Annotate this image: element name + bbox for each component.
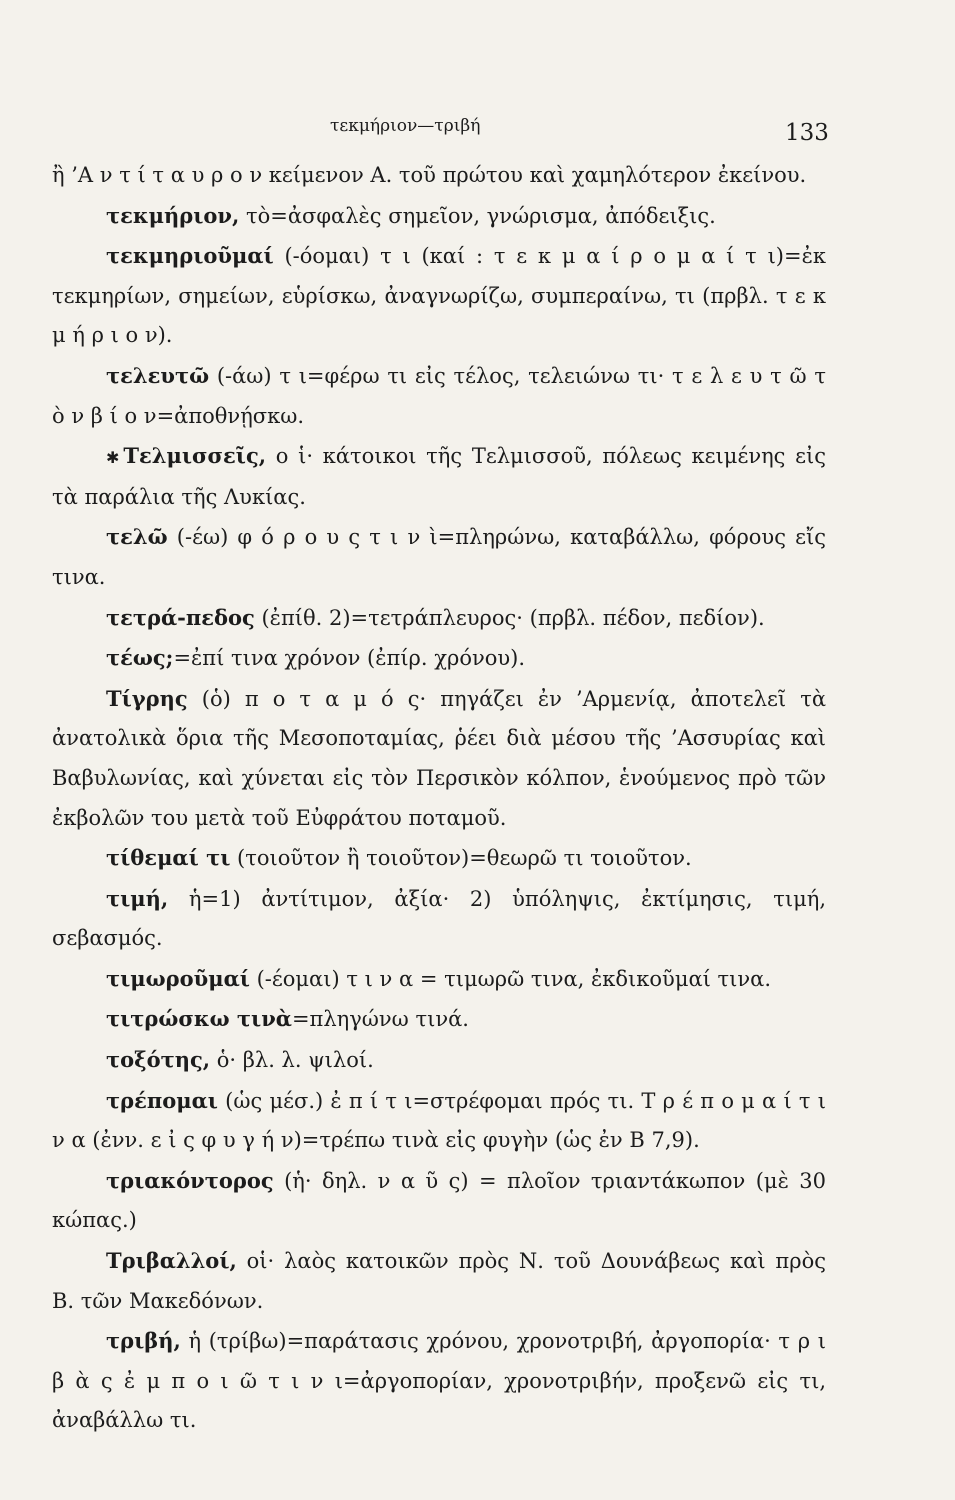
entry-text: (-έομαι) τ ι ν α = τιμωρῶ τινα, ἐκδικοῦμαί τινα. (249, 966, 772, 991)
entry-triakontoros (52, 1161, 826, 1241)
margin-mark: ✱ (106, 448, 120, 468)
entry-text: (τοιοῦτον ἢ τοιοῦτον)=θεωρῶ τι τοιοῦτον. (230, 846, 692, 871)
entry-headword: τοξότης, (106, 1047, 211, 1073)
entry-toxotes (52, 1040, 826, 1081)
entry-text: ὁ· βλ. λ. ψιλοί. (210, 1048, 374, 1073)
page-number: 133 (785, 120, 829, 146)
entry-text: =πληγώνω τινά. (291, 1007, 469, 1032)
entry-text: ο ἱ· κάτοικοι τῆς Τελμισσοῦ, πόλεως κειμένης εἰς τὰ παράλια τῆς Λυκίας. (52, 444, 826, 509)
entry-triballoi (52, 1241, 826, 1321)
entry-text: (ἐπίθ. 2)=τετράπλευρος· (πρβλ. πέδον, πεδίον). (254, 605, 765, 630)
entry-telo (52, 517, 826, 597)
entry-text: τὸ=ἀσφαλὲς σημεῖον, γνώρισμα, ἀπόδειξις. (239, 203, 716, 228)
entry-headword: Τελμισσεῖς, (123, 443, 267, 469)
entry-headword: τριακόντορος (106, 1167, 274, 1193)
running-title: τεκμήριον—τριβή (330, 116, 481, 136)
running-header (0, 116, 955, 146)
entry-titrosko (52, 999, 826, 1040)
entry-headword: Τίγρης (106, 685, 188, 711)
entry-headword: τελευτῶ (106, 362, 210, 388)
entry-headword: τεκμήριον, (106, 202, 240, 228)
entry-text: (-άω) τ ι=φέρω τι εἰς τέλος, τελειώνω τι· τ ε λ ε υ τ ῶ τ ὸ ν β ί ο ν=ἀποθνῄσκω. (52, 363, 826, 428)
entry-headword: τίθεμαί τι (106, 845, 231, 871)
entry-headword: τιτρώσκω τινὰ (106, 1006, 292, 1032)
entry-teos (52, 638, 826, 679)
entry-tetrapedos (52, 598, 826, 639)
entry-headword: τετρά-πεδος (106, 604, 255, 630)
entry-teleuto (52, 356, 826, 436)
entry-text: (ὁ) π ο τ α μ ό ς· πηγάζει ἐν ’Αρμενίᾳ, ἀποτελεῖ τὰ ἀνατολικὰ ὅρια τῆς Μεσοποταμίας, ῥέει διὰ μέσου τῆς ’Ασσυρίας καὶ Βαβυλωνίας, καὶ χύνεται εἰς τὸν Περσικὸν κόλπον, ἑνούμενος πρὸ τῶν ἐκβολῶν του μετὰ τοῦ Εὐφράτου ποταμοῦ. (52, 686, 826, 830)
entry-tribe (52, 1321, 826, 1441)
entry-time (52, 879, 826, 959)
entry-headword: τεκμηριοῦμαί (106, 243, 274, 269)
entry-tithemai (52, 838, 826, 879)
entry-text: (ὡς μέσ.) ἐ π ί τ ι=στρέφομαι πρός τι. Τ ρ έ π ο μ α ί τ ι ν α (ἐνν. ε ἰ ς φ υ γ ή ν)=τρέπω τινὰ εἰς φυγὴν (ὡς ἐν Β 7,9). (52, 1088, 826, 1153)
entry-headword: τιμή, (106, 885, 169, 911)
entry-tekmerioumai (52, 236, 826, 356)
entry-headword: τελῶ (106, 524, 168, 550)
entry-headword: Τριβαλλοί, (106, 1248, 237, 1274)
entry-tigris (52, 679, 826, 838)
entry-text: ἡ=1) ἀντίτιμον, ἀξία· 2) ὑπόληψις, ἐκτίμησις, τιμή, σεβασμός. (52, 886, 826, 951)
entry-trepomai (52, 1081, 826, 1161)
entry-text: οἱ· λαὸς κατοικῶν πρὸς Ν. τοῦ Δουνάβεως καὶ πρὸς Β. τῶν Μακεδόνων. (52, 1249, 826, 1313)
entry-tekmerion (52, 196, 826, 237)
entry-telmisseis (52, 436, 826, 517)
entry-text: ἢ ’Α ν τ ί τ α υ ρ ο ν κείμενον Α. τοῦ πρώτου καὶ χαμηλότερον ἐκείνου. (52, 163, 807, 187)
entry-text: (-έω) φ ό ρ ο υ ς τ ι ν ὶ=πληρώνω, καταβάλλω, φόρους εἴς τινα. (52, 525, 826, 589)
entries-column (52, 156, 826, 1441)
entry-text: (ἡ· δηλ. ν α ῦ ς) = πλοῖον τριαντάκωπον (μὲ 30 κώπας.) (52, 1168, 826, 1233)
entry-timoroumai (52, 959, 826, 1000)
entry-headword: τιμωροῦμαί (106, 965, 250, 991)
entry-headword: τριβή, (106, 1328, 181, 1354)
entry-text: =ἐπί τινα χρόνον (ἐπίρ. χρόνου). (173, 646, 526, 671)
entry-text: ἡ (τρίβω)=παράτασις χρόνου, χρονοτριβή, ἀργοπορία· τ ρ ι β ὰ ς ἐ μ π ο ι ῶ τ ι ν ι=ἀργοπορίαν, χρονοτριβήν, προξενῶ εἰς τι, ἀναβάλλω τι. (52, 1329, 826, 1433)
entry-text: (-όομαι) τ ι (καί : τ ε κ μ α ί ρ ο μ α ί τ ι)=ἐκ τεκμηρίων, σημείων, εὑρίσκω, ἀναγνωρίζω, συμπεραίνω, τι (πρβλ. τ ε κ μ ή ρ ι ο ν). (52, 244, 826, 348)
entry-headword: τρέπομαι (106, 1087, 218, 1113)
entry-continuation (52, 156, 826, 196)
entry-headword: τέως; (106, 645, 174, 671)
